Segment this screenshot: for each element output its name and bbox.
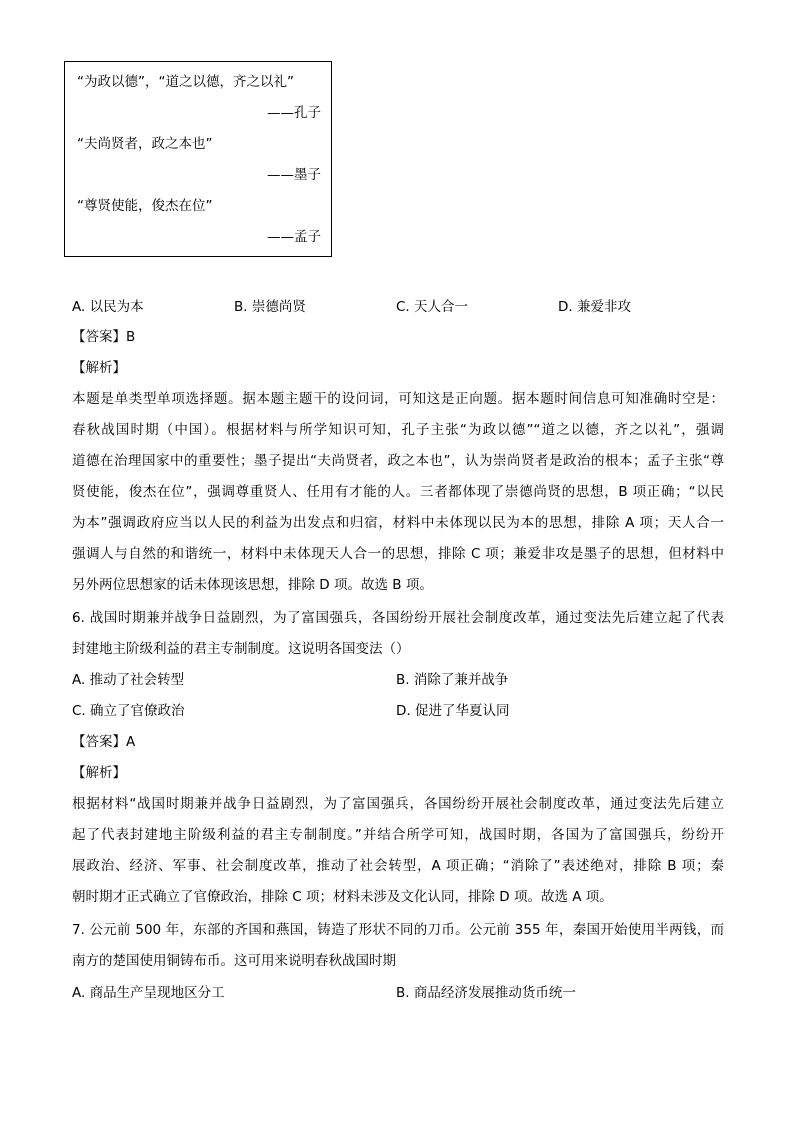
q7-stem (72, 915, 724, 977)
q6-options-row-2 (72, 696, 724, 727)
q6-analysis-label: 【解析】 (72, 765, 126, 781)
q5-analysis-line: 贤使能，俊杰在位”，强调尊重贤人、任用有才能的人。三者都体现了崇德尚贤的思想，B 项正确；“以民 (72, 484, 724, 500)
q6-option-c: C. 确立了官僚政治 (72, 703, 185, 719)
q6-analysis (72, 789, 724, 913)
q5-analysis-line: 强调人与自然的和谐统一，材料中未体现天人合一的思想，排除 C 项；兼爱非攻是墨子的思想，但材料中 (72, 546, 724, 562)
q5-options (72, 292, 724, 323)
q5-option-a: A. 以民为本 (72, 299, 144, 315)
q5-option-c: C. 天人合一 (396, 299, 469, 315)
q7-option-b: B. 商品经济发展推动货币统一 (396, 985, 576, 1001)
attribution-mencius: ——孟子 (267, 229, 321, 245)
q5-analysis-line: 道德在治理国家中的重要性；墨子提出“夫尚贤者，政之本也”，认为崇尚贤者是政治的根本；孟子主张“尊 (72, 453, 724, 469)
quote-mencius: “尊贤使能，俊杰在位” (77, 198, 213, 214)
attribution-confucius: ——孔子 (267, 105, 321, 121)
q7-stem-line: 7. 公元前 500 年，东部的齐国和燕国，铸造了形状不同的刀币。公元前 355 年，秦国开始使用半两钱，而 (72, 922, 724, 938)
q5-analysis-line: 春秋战国时期（中国）。根据材料与所学知识可知，孔子主张“为政以德”“道之以德，齐之以礼”，强调 (72, 422, 724, 438)
q6-analysis-line: 朝时期才正式确立了官僚政治，排除 C 项；材料未涉及文化认同，排除 D 项。故选 A 项。 (72, 889, 613, 905)
q7-option-a: A. 商品生产呈现地区分工 (72, 985, 225, 1001)
q6-analysis-line: 根据材料“战国时期兼并战争日益剧烈，为了富国强兵，各国纷纷开展社会制度改革，通过变法先后建立 (72, 796, 724, 812)
q6-option-a: A. 推动了社会转型 (72, 672, 185, 688)
quote-box (64, 61, 332, 257)
q6-analysis-line: 展政治、经济、军事、社会制度改革，推动了社会转型，A 项正确；“消除了”表述绝对，排除 B 项；秦 (72, 858, 724, 874)
quote-mozi: “夫尚贤者，政之本也” (77, 136, 213, 152)
q5-analysis-line: 为本”强调政府应当以人民的利益为出发点和归宿，材料中未体现以民为本的思想，排除 A 项；天人合一 (72, 515, 724, 531)
q5-analysis (72, 384, 724, 601)
q5-analysis-line: 本题是单类型单项选择题。据本题主题干的设问词，可知这是正向题。据本题时间信息可知准确时空是： (72, 391, 724, 407)
q5-answer: 【答案】B (72, 329, 136, 345)
q6-options-row-1 (72, 665, 724, 696)
q6-stem-line: 封建地主阶级利益的君主专制制度。这说明各国变法（） (72, 641, 410, 657)
q5-option-d: D. 兼爱非攻 (558, 299, 631, 315)
q6-answer: 【答案】A (72, 734, 136, 750)
q5-analysis-label: 【解析】 (72, 360, 126, 376)
q6-stem-line: 6. 战国时期兼并战争日益剧烈，为了富国强兵，各国纷纷开展社会制度改革，通过变法先后建立起了代表 (72, 610, 724, 626)
q6-option-b: B. 消除了兼并战争 (396, 672, 509, 688)
q7-options-row-1 (72, 978, 724, 1009)
quote-confucius: “为政以德”，“道之以德，齐之以礼” (77, 74, 294, 90)
attribution-mozi: ——墨子 (267, 167, 321, 183)
q5-analysis-line: 另外两位思想家的话未体现该思想，排除 D 项。故选 B 项。 (72, 577, 433, 593)
q5-option-b: B. 崇德尚贤 (234, 299, 306, 315)
q6-stem (72, 603, 724, 665)
q7-stem-line: 南方的楚国使用铜铸布币。这可用来说明春秋战国时期 (72, 953, 396, 969)
q6-option-d: D. 促进了华夏认同 (396, 703, 510, 719)
q6-analysis-line: 起了代表封建地主阶级利益的君主专制制度。”并结合所学可知，战国时期，各国为了富国强兵，纷纷开 (72, 827, 724, 843)
